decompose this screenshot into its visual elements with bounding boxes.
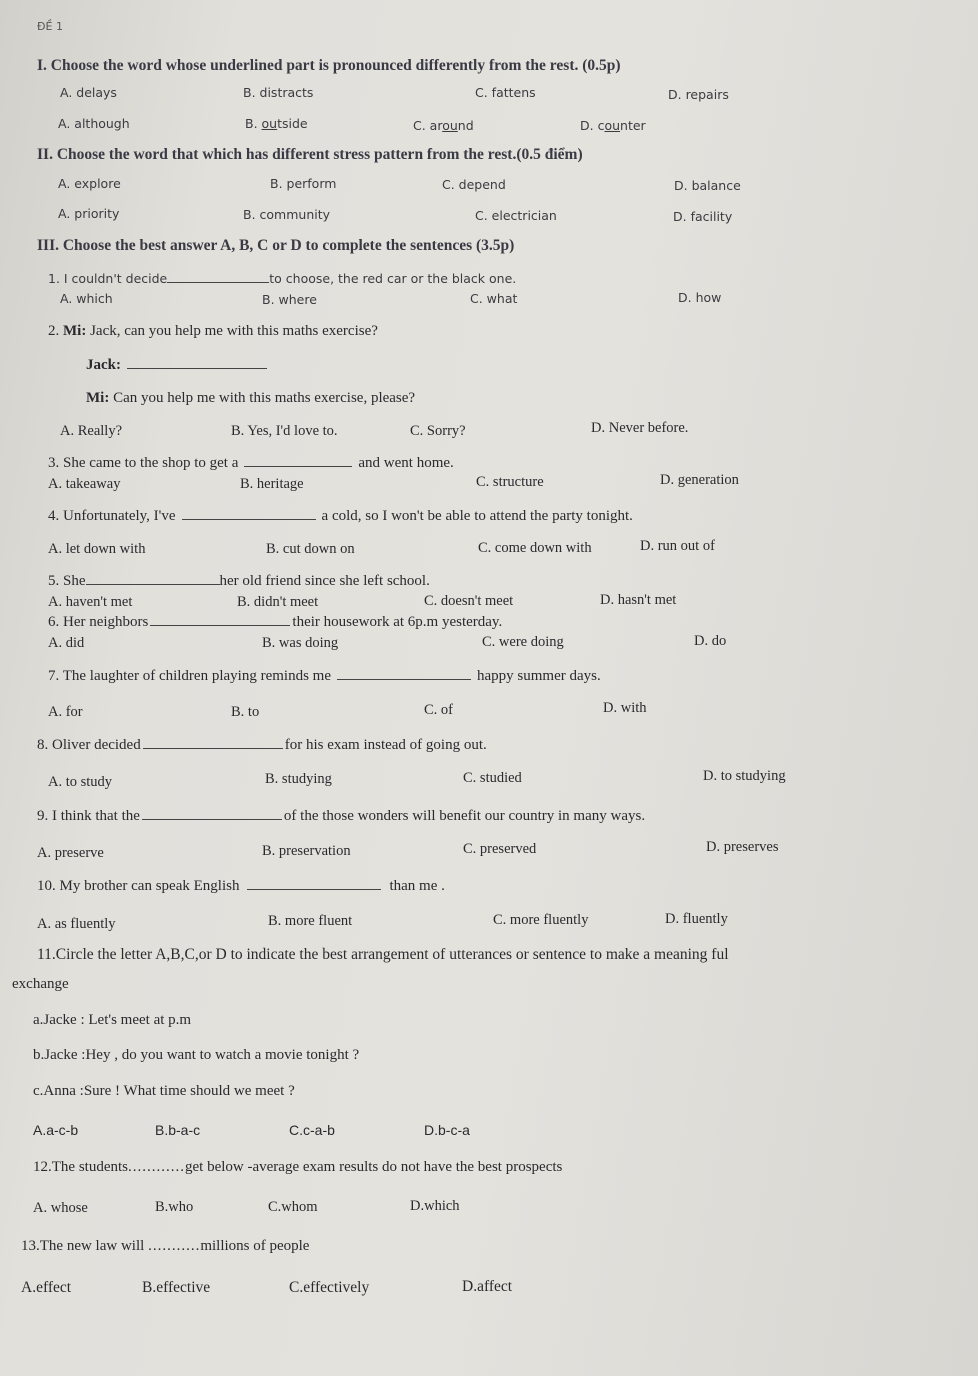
q10-option-b: B. more fluent xyxy=(268,913,353,929)
q2-option-c: C. Sorry? xyxy=(410,423,466,439)
q5-option-d: D. hasn't met xyxy=(600,592,677,608)
section-1-heading: I. Choose the word whose underlined part is pronounced differently from the rest. (0.5p) xyxy=(37,57,621,74)
q1-option-c: C. what xyxy=(470,291,518,306)
q10-option-c: C. more fluently xyxy=(493,912,589,928)
q6-option-a: A. did xyxy=(48,635,85,651)
s2-q1-option-d: D. balance xyxy=(674,178,741,193)
q5-option-c: C. doesn't meet xyxy=(424,593,514,609)
exam-header: ĐỀ 1 xyxy=(37,20,63,33)
q11-sentence-c: c.Anna :Sure ! What time should we meet ? xyxy=(33,1083,295,1099)
q8-stem: 8. Oliver decided for his exam instead of going out. xyxy=(37,737,487,753)
q13-option-c: C.effectively xyxy=(289,1279,370,1296)
q4-option-a: A. let down with xyxy=(48,541,146,557)
q6-option-c: C. were doing xyxy=(482,634,564,650)
q7-stem: 7. The laughter of children playing reminds me happy summer days. xyxy=(48,668,601,684)
q3-option-a: A. takeaway xyxy=(48,476,121,492)
q11-option-b: B.b-a-c xyxy=(155,1122,201,1138)
s1-q2-option-d: D. counter xyxy=(580,118,646,133)
q1-option-b: B. where xyxy=(262,292,317,307)
q11-sentence-b: b.Jacke :Hey , do you want to watch a movie tonight ? xyxy=(33,1047,360,1063)
q10-option-a: A. as fluently xyxy=(37,916,116,932)
q3-option-d: D. generation xyxy=(660,472,739,488)
q3-option-c: C. structure xyxy=(476,474,544,490)
q8-option-d: D. to studying xyxy=(703,768,786,784)
s2-q1-option-c: C. depend xyxy=(442,177,506,192)
q7-option-c: C. of xyxy=(424,702,453,718)
q1-option-d: D. how xyxy=(678,290,722,305)
q11-sentence-a: a.Jacke : Let's meet at p.m xyxy=(33,1012,192,1028)
q7-option-b: B. to xyxy=(231,704,260,720)
q10-option-d: D. fluently xyxy=(665,911,728,927)
s2-q2-option-b: B. community xyxy=(243,207,331,222)
q7-option-a: A. for xyxy=(48,704,83,720)
s1-q2-option-a: A. although xyxy=(58,116,130,131)
q7-option-d: D. with xyxy=(603,700,647,716)
q2-line-1: 2. Mi: Jack, can you help me with this maths exercise? xyxy=(48,323,378,339)
s1-q1-option-d: D. repairs xyxy=(668,87,729,102)
section-3-heading: III. Choose the best answer A, B, C or D to complete the sentences (3.5p) xyxy=(37,237,515,254)
s1-q1-option-b: B. distracts xyxy=(243,85,314,100)
q3-stem: 3. She came to the shop to get a and went home. xyxy=(48,455,454,471)
q8-option-b: B. studying xyxy=(265,771,332,787)
s2-q2-option-d: D. facility xyxy=(673,209,733,224)
q2-line-3: Mi: Can you help me with this maths exercise, please? xyxy=(86,390,416,406)
q6-stem: 6. Her neighbors their housework at 6p.m yesterday. xyxy=(48,614,503,630)
q5-stem: 5. She her old friend since she left school. xyxy=(48,573,430,589)
q13-option-b: B.effective xyxy=(142,1279,211,1296)
q6-option-b: B. was doing xyxy=(262,635,339,651)
q2-option-b: B. Yes, I'd love to. xyxy=(231,423,338,439)
q1-option-a: A. which xyxy=(60,291,113,306)
q9-option-b: B. preservation xyxy=(262,843,351,859)
q9-option-a: A. preserve xyxy=(37,845,104,861)
q10-stem: 10. My brother can speak English than me . xyxy=(37,878,445,894)
q3-option-b: B. heritage xyxy=(240,476,304,492)
q13-stem: 13.The new law will ...........millions of people xyxy=(21,1238,310,1254)
q9-option-c: C. preserved xyxy=(463,841,537,857)
q12-option-a: A. whose xyxy=(33,1200,88,1216)
q4-option-d: D. run out of xyxy=(640,538,715,554)
q8-option-c: C. studied xyxy=(463,770,522,786)
q2-option-d: D. Never before. xyxy=(591,420,689,436)
q9-stem: 9. I think that the of the those wonders will benefit our country in many ways. xyxy=(37,808,646,824)
q13-option-d: D.affect xyxy=(462,1278,513,1295)
section-2-heading: II. Choose the word that which has different stress pattern from the rest.(0.5 điểm) xyxy=(37,146,583,163)
q9-option-d: D. preserves xyxy=(706,839,779,855)
s1-q1-option-c: C. fattens xyxy=(475,85,536,100)
s1-q2-option-c: C. around xyxy=(413,118,474,133)
s2-q1-option-a: A. explore xyxy=(58,176,121,191)
s2-q2-option-a: A. priority xyxy=(58,206,120,221)
q11-stem-line-2: exchange xyxy=(12,976,69,992)
q11-option-a: A.a-c-b xyxy=(33,1122,79,1138)
q2-option-a: A. Really? xyxy=(60,423,123,439)
q12-stem: 12.The students............get below -average exam results do not have the best prospects xyxy=(33,1159,563,1175)
q12-option-d: D.which xyxy=(410,1198,460,1214)
q5-option-b: B. didn't meet xyxy=(237,594,319,610)
q11-stem-line-1: 11.Circle the letter A,B,C,or D to indicate the best arrangement of utterances or sentence to make a meaning ful xyxy=(37,946,729,963)
q12-option-c: C.whom xyxy=(268,1199,318,1215)
s2-q1-option-b: B. perform xyxy=(270,176,337,191)
q11-option-d: D.b-c-a xyxy=(424,1122,470,1138)
q4-option-c: C. come down with xyxy=(478,540,592,556)
q5-option-a: A. haven't met xyxy=(48,594,133,610)
s2-q2-option-c: C. electrician xyxy=(475,208,557,223)
s1-q2-option-b: B. outside xyxy=(245,116,308,131)
q11-option-c: C.c-a-b xyxy=(289,1122,335,1138)
q13-option-a: A.effect xyxy=(21,1279,72,1296)
q2-line-2: Jack: xyxy=(86,357,267,374)
q4-stem: 4. Unfortunately, I've a cold, so I won't be able to attend the party tonight. xyxy=(48,508,633,524)
s1-q1-option-a: A. delays xyxy=(60,85,117,100)
q6-option-d: D. do xyxy=(694,633,727,649)
q1-stem: 1. I couldn't decide to choose, the red car or the black one. xyxy=(48,271,517,286)
q4-option-b: B. cut down on xyxy=(266,541,355,557)
q12-option-b: B.who xyxy=(155,1199,194,1215)
q8-option-a: A. to study xyxy=(48,774,113,790)
